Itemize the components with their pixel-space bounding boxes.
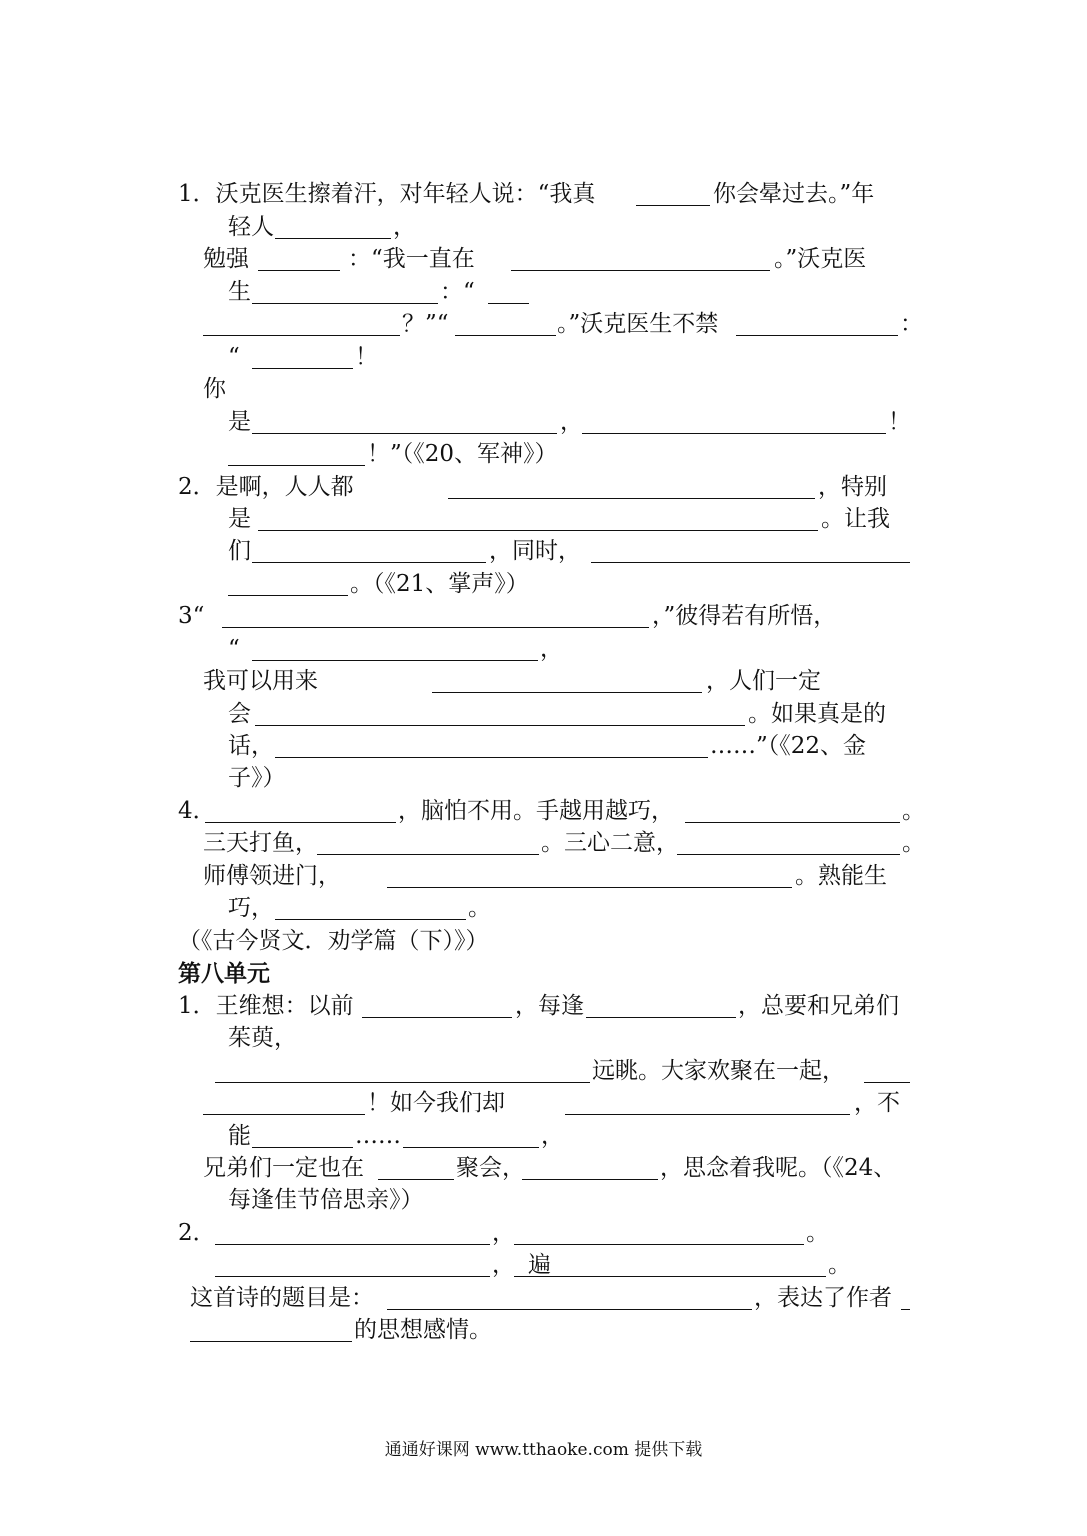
text-segment: 每逢佳节倍思亲》） xyxy=(228,1187,424,1213)
fill-in-blank xyxy=(685,822,900,823)
fill-in-blank xyxy=(190,1341,352,1342)
fill-in-blank xyxy=(455,335,556,336)
text-segment: 师傅领进门， xyxy=(203,863,341,889)
text-segment: 遍 xyxy=(528,1252,551,1278)
fill-in-blank xyxy=(252,1147,353,1148)
fill-in-blank xyxy=(387,887,792,888)
text-segment: 的思想感情。 xyxy=(354,1317,492,1343)
text-segment: 。熟能生 xyxy=(795,863,887,889)
text-segment: 。 xyxy=(806,1220,829,1246)
fill-in-blank xyxy=(488,303,529,304)
fill-in-blank xyxy=(252,660,538,661)
fill-in-blank xyxy=(403,1147,539,1148)
text-segment: ，每逢 xyxy=(515,993,584,1019)
fill-in-blank xyxy=(378,1179,454,1180)
text-segment: ： xyxy=(900,311,923,337)
text-segment: （《古今贤文．劝学篇（下）》） xyxy=(178,928,489,954)
text-segment: 。”沃克医 xyxy=(774,246,867,272)
text-segment: ，同时， xyxy=(489,538,581,564)
fill-in-blank xyxy=(203,335,400,336)
text-segment: 2．是啊，人人都 xyxy=(178,474,354,500)
text-segment: ！ xyxy=(355,344,378,370)
page-footer: 通通好课网 www.tthaoke.com 提供下载 xyxy=(384,1440,703,1460)
text-segment: ：“ xyxy=(440,279,475,305)
text-segment: ， xyxy=(492,1220,515,1246)
text-segment: 。”沃克医生不禁 xyxy=(557,311,719,337)
text-segment: 1．王维想：以前 xyxy=(178,993,354,1019)
text-segment: 能 xyxy=(228,1123,251,1149)
text-segment: 远眺。大家欢聚在一起， xyxy=(592,1058,845,1084)
text-segment: 。让我 xyxy=(821,506,890,532)
text-segment: ， xyxy=(541,1123,564,1149)
text-segment: ！如今我们却 xyxy=(367,1090,505,1116)
fill-in-blank xyxy=(736,335,898,336)
text-segment: 三天打鱼， xyxy=(203,830,318,856)
fill-in-blank xyxy=(228,595,348,596)
fill-in-blank xyxy=(591,562,910,563)
text-segment: 勉强 xyxy=(203,246,249,272)
text-segment: 。 xyxy=(828,1252,851,1278)
text-segment: “ xyxy=(228,636,240,662)
text-segment: 茱萸， xyxy=(228,1025,297,1051)
fill-in-blank xyxy=(275,757,708,758)
text-segment: ，表达了作者 xyxy=(754,1285,892,1311)
text-segment: ， xyxy=(393,214,416,240)
fill-in-blank xyxy=(387,1309,752,1310)
text-segment: 。如果真是的 xyxy=(748,701,886,727)
text-segment: ， xyxy=(560,409,583,435)
text-segment: ：“我一直在 xyxy=(348,246,475,272)
fill-in-blank xyxy=(317,854,539,855)
text-segment: 。三心二意， xyxy=(541,830,679,856)
fill-in-blank xyxy=(252,562,486,563)
fill-in-blank xyxy=(252,303,438,304)
fill-in-blank xyxy=(275,919,466,920)
text-segment: 是 xyxy=(228,409,251,435)
text-segment: 是 xyxy=(228,506,251,532)
text-segment: 我可以用来 xyxy=(203,668,318,694)
fill-in-blank xyxy=(522,1179,658,1180)
text-segment: 这首诗的题目是： xyxy=(190,1285,374,1311)
fill-in-blank xyxy=(582,433,886,434)
text-segment: …… xyxy=(355,1123,401,1149)
fill-in-blank xyxy=(215,1244,490,1245)
text-segment: 3“ xyxy=(178,603,205,629)
fill-in-blank xyxy=(362,1017,512,1018)
fill-in-blank xyxy=(228,465,365,466)
text-segment: 4． xyxy=(178,798,216,824)
text-segment: “ xyxy=(228,344,240,370)
text-segment: ，总要和兄弟们 xyxy=(738,993,899,1019)
text-segment: 兄弟们一定也在 xyxy=(203,1155,364,1181)
fill-in-blank xyxy=(215,1082,590,1083)
fill-in-blank xyxy=(252,433,557,434)
text-segment: ， xyxy=(492,1252,515,1278)
text-segment: 聚会， xyxy=(456,1155,525,1181)
fill-in-blank xyxy=(275,238,391,239)
text-segment: 1．沃克医生擦着汗，对年轻人说：“我真 xyxy=(178,181,596,207)
fill-in-blank xyxy=(514,1244,804,1245)
fill-in-blank xyxy=(636,205,710,206)
fill-in-blank xyxy=(901,1309,910,1310)
fill-in-blank xyxy=(258,270,340,271)
text-segment: 。 xyxy=(902,830,925,856)
fill-in-blank xyxy=(258,530,818,531)
fill-in-blank xyxy=(255,725,745,726)
text-segment: ！ xyxy=(888,409,911,435)
fill-in-blank xyxy=(205,822,396,823)
text-segment: ，”彼得若有所悟， xyxy=(652,603,837,629)
text-segment: 第八单元 xyxy=(178,960,270,987)
text-segment: 子》） xyxy=(228,765,286,791)
text-segment: 。（《21、掌声》） xyxy=(350,571,529,597)
text-segment: 轻人 xyxy=(228,214,274,240)
text-segment: 会 xyxy=(228,701,251,727)
fill-in-blank xyxy=(565,1114,850,1115)
fill-in-blank xyxy=(432,692,702,693)
fill-in-blank xyxy=(215,1276,490,1277)
fill-in-blank xyxy=(586,1017,736,1018)
text-segment: ，人们一定 xyxy=(706,668,821,694)
text-segment: ，特别 xyxy=(818,474,887,500)
fill-in-blank xyxy=(203,1114,365,1115)
text-segment: ，不 xyxy=(854,1090,900,1116)
text-segment: ，思念着我呢。（《24、 xyxy=(660,1155,897,1181)
text-segment: ， xyxy=(540,636,563,662)
text-segment: 生 xyxy=(228,279,251,305)
text-segment: ，脑怕不用。手越用越巧， xyxy=(398,798,674,824)
fill-in-blank xyxy=(864,1082,910,1083)
text-segment: 。 xyxy=(468,895,491,921)
text-segment: 。 xyxy=(902,798,925,824)
text-segment: 们 xyxy=(228,538,251,564)
fill-in-blank xyxy=(514,1276,826,1277)
text-segment: ？”“ xyxy=(402,311,449,337)
text-segment: 话， xyxy=(228,733,274,759)
fill-in-blank xyxy=(677,854,900,855)
text-segment: ！”（《20、军神》） xyxy=(367,441,558,467)
text-segment: 你会晕过去。”年 xyxy=(713,181,875,207)
text-segment: ……”（《22、金 xyxy=(710,733,867,759)
text-segment: 巧， xyxy=(228,895,274,921)
text-segment: 2． xyxy=(178,1220,216,1246)
fill-in-blank xyxy=(448,498,815,499)
fill-in-blank xyxy=(252,368,353,369)
text-segment: 你 xyxy=(203,376,226,402)
fill-in-blank xyxy=(511,270,770,271)
fill-in-blank xyxy=(222,627,649,628)
